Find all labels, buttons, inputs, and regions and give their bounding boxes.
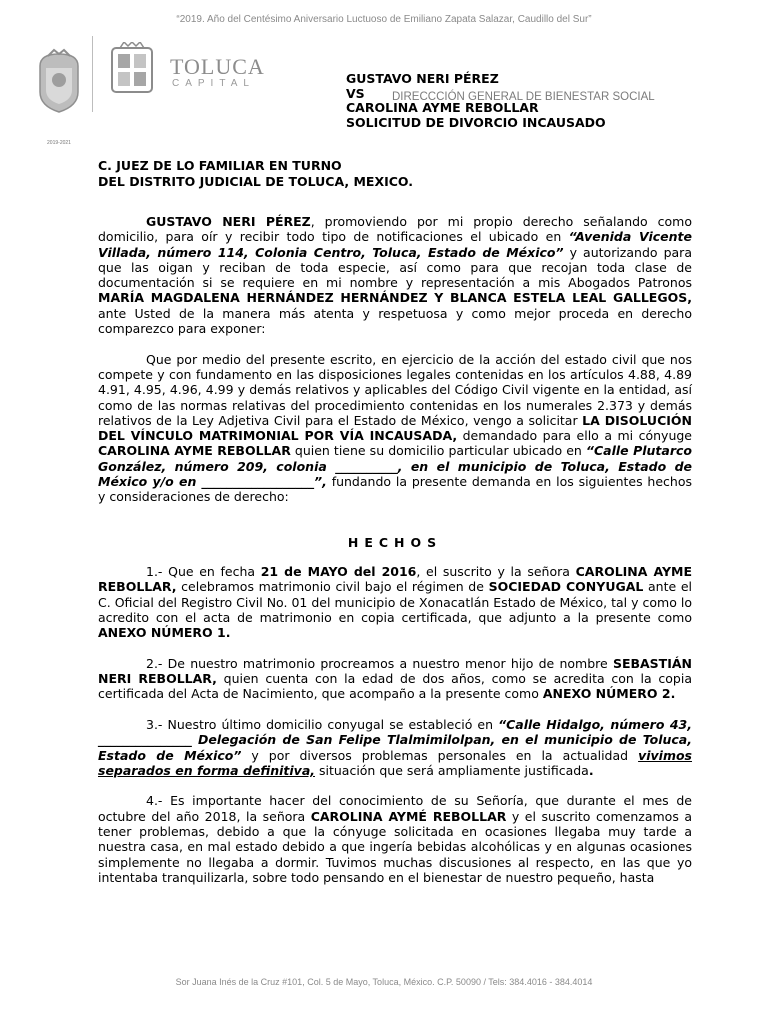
document-body (98, 214, 692, 900)
dependency-name: DIRECCCIÓN GENERAL DE BIENESTAR SOCIAL (392, 91, 655, 103)
defendant-name: CAROLINA AYME REBOLLAR (346, 100, 539, 115)
intro-paragraph: GUSTAVO NERI PÉREZ, promoviendo por mi propio derecho señalando como domicilio, para oír y recibir todo tipo de notificaciones el ubicado en “Avenida Vicente Villada, número 114, Colonia Centro, Toluca, Estado de México” y autorizando para que las oigan y reciban de toda especie, así como para que recojan toda clase de documentación si se requiere en mi nombre y representación a mis Abogados Patronos MARÍA MAGDALENA HERNÁNDEZ HERNÁNDEZ Y BLANCA ESTELA LEAL GALLEGOS, ante Usted de la manera más atenta y respetuosa y como mejor proceda en derecho comparezco para exponer: (98, 214, 693, 337)
plaintiff-name: GUSTAVO NERI PÉREZ (346, 71, 499, 86)
addressee-line-1: C. JUEZ DE LO FAMILIAR EN TURNO (98, 158, 342, 173)
fact-4-paragraph: 4.- Es importante hacer del conocimiento de su Señoría, que durante el mes de octubre del año 2018, la señora CAROLINA AYMÉ REBOLLAR y el suscrito comenzamos a tener problemas, debido a que la cónyuge solicitada en ocasiones llegaba muy tarde a nuestra casa, en mal estado debido a que ingería bebidas alcohólicas y en algunas ocasiones simplemente no llegaba a dormir. Tuvimos muchas discusiones al respecto, en las que yo intentaba tranquilizarla, sobre todo pensando en el bienestar de nuestro pequeño, hasta (98, 793, 693, 885)
toluca-coat-of-arms-logo (102, 42, 162, 98)
fact-1-paragraph: 1.- Que en fecha 21 de MAYO del 2016, el suscrito y la señora CAROLINA AYME REBOLLAR, celebramos matrimonio civil bajo el régimen de SOCIEDAD CONYUGAL ante el C. Oficial del Registro Civil No. 01 del municipio de Xonacatlán Estado de México, tal y como lo acredito con el acta de matrimonio en copia certificada, que adjunto a la presente como ANEXO NÚMERO 1. (98, 563, 692, 641)
edomex-seal-logo (34, 46, 84, 116)
facts-heading: HECHOS (347, 534, 443, 550)
logo-divider (92, 36, 93, 112)
toluca-wordmark: TOLUCA (170, 54, 265, 79)
institutional-logos (34, 36, 294, 146)
fact-3-paragraph: 3.- Nuestro último domicilio conyugal se estableció en “Calle Hidalgo, número 43, _______________ Delegación de San Felipe Tlalmimilolpan, en el municipio de Toluca, Estado de México” y por diversos problemas personales en la actualidad vivimos separados en forma definitiva, situación que será ampliamente justificada. (98, 716, 692, 778)
versus-label: VS (346, 85, 365, 101)
fact-2-paragraph: 2.- De nuestro matrimonio procreamos a nuestro menor hijo de nombre SEBASTIÁN NERI REBOLLAR, quien cuenta con la edad de dos años, como se acredita con la copia certificada del Acta de Nacimiento, que acompaño a la presente como ANEXO NÚMERO 2. (98, 655, 693, 702)
petition-paragraph: Que por medio del presente escrito, en ejercicio de la acción del estado civil que nos compete y con fundamento en las disposiciones legales contenidas en los artículos 4.88, 4.89 4.91, 4.95, 4.96, 4.99 y demás relativos y aplicables del Código Civil vigente en la entidad, así como de las normas relativas del procedimiento contenidas en los numerales 2.373 y demás relativos de la Ley Adjetiva Civil para el Estado de México, vengo a solicitar LA DISOLUCIÓN DEL VÍNCULO MATRIMONIAL POR VÍA INCAUSADA, demandado para ello a mi cónyuge CAROLINA AYME REBOLLAR quien tiene su domicilio particular ubicado en “Calle Plutarco González, número 209, colonia __________, en el municipio de Toluca, Estado de México y/o en __________________”, fundando la presente demanda en los siguientes hechos y consideraciones de derecho: (98, 351, 693, 505)
request-type: SOLICITUD DE DIVORCIO INCAUSADO (346, 114, 606, 130)
addressee-line-2: DEL DISTRITO JUDICIAL DE TOLUCA, MEXICO. (98, 173, 414, 189)
seal-year-label: 2019-2021 (47, 140, 71, 146)
addressee (98, 158, 413, 189)
header-motto: “2019. Año del Centésimo Aniversario Luctuoso de Emiliano Zapata Salazar, Caudillo del Sur” (176, 14, 592, 25)
footer-address: Sor Juana Inés de la Cruz #101, Col. 5 de Mayo, Toluca, México. C.P. 50090 / Tels: 384.4016 - 384.4014 (175, 977, 593, 987)
capital-wordmark: CAPITAL (172, 78, 255, 89)
